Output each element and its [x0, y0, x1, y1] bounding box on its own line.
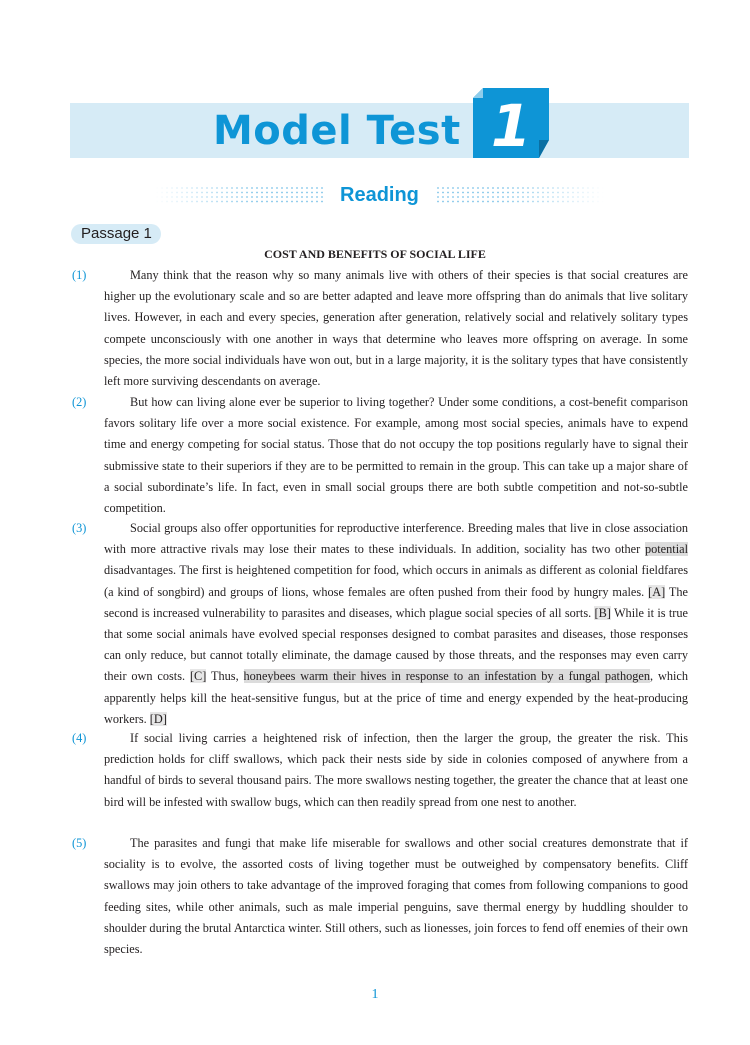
highlighted-word-potential[interactable]: potential [644, 542, 688, 557]
insertion-marker-c[interactable]: [C] [189, 669, 207, 684]
paragraph-3-text: , which apparently helps kill the heat-sensitive fungus, but at the price of time and energy expended by the heat-producing workers. [104, 669, 688, 726]
paragraph-3-text: Thus, [206, 669, 244, 684]
dotted-decoration-left [155, 186, 323, 204]
section-title: Reading [340, 184, 419, 206]
paragraph-3-text: Social groups also offer opportunities for reproductive interference. Breeding males that live in close association with more attractive rivals may lose their mates to these individuals. In addition, sociality has two other [104, 521, 688, 557]
page-title: Model Test [213, 108, 461, 154]
insertion-marker-a[interactable]: [A] [648, 584, 666, 599]
paragraph-4: If social living carries a heightened risk of infection, then the larger the group, the greater the risk. This prediction holds for cliff swallows, which pack their nests side by side in colonies composed of anywhere from a handful of birds to several thousand pairs. The more swallows nesting together, the greater the chance that at least one bird will be infested with swallow bugs, which can then readily spread from one nest to another. [104, 731, 688, 809]
highlighted-sentence[interactable]: honeybees warm their hives in response to an infestation by a fungal pathogen [243, 669, 651, 684]
dotted-decoration-right [436, 186, 604, 204]
paragraph-5: The parasites and fungi that make life miserable for swallows and other social creatures demonstrate that if sociality is to evolve, the assorted costs of living together must be outweighed by compensatory benefits. Cliff swallows may join others to take advantage of the improved foraging that comes from following companions to good feeding sites, while other animals, such as male imperial penguins, save thermal energy by huddling shoulder to shoulder during the brutal Antarctica winter. Still others, such as lionesses, join forces to fend off enemies of their own species. [104, 836, 688, 957]
paragraph-3-text: The second is increased vulnerability to parasites and diseases, which plague social species of all sorts. [104, 584, 688, 620]
page-number: 1 [371, 987, 379, 1002]
paragraph-number-2: (2) [72, 395, 87, 409]
section-heading [0, 180, 750, 210]
paragraph-1: Many think that the reason why so many animals live with others of their species is that social creatures are higher up the evolutionary scale and so are better adapted and leave more offspring than do animals that live solitary lives. However, in each and every species, generation after generation, relatively social and relatively solitary types compete unconsciously with one another in ways that determine who leaves more offspring on average. In some species, the more social individuals have won out, but in a large majority, it is the solitary types that have consistently left more surviving descendants on average. [104, 268, 688, 389]
test-number: 1 [490, 92, 532, 158]
passage-title: COST AND BENEFITS OF SOCIAL LIFE [264, 247, 486, 261]
paragraph-2: But how can living alone ever be superior to living together? Under some conditions, a cost-benefit comparison favors solitary life over a more social existence. For example, among most social species, animals have to expend time and energy competing for social status. Those that do not occupy the top positions regularly have to signal their submissive state to their superiors if they are to be permitted to remain in the group. This can take up a major share of a social subordinate’s life. In fact, even in small social groups there are both subtle competition and not-so-subtle competition. [104, 395, 688, 516]
insertion-marker-d[interactable]: [D] [149, 711, 167, 726]
paragraph-3 [104, 518, 688, 730]
paragraph-3-text: disadvantages. The first is heightened competition for food, which occurs in animals as different as colonial fieldfares (a kind of songbird) and groups of lions, whose females are often pushed from their food by hungry males. [104, 563, 688, 599]
insertion-marker-b[interactable]: [B] [594, 605, 611, 620]
paragraph-3-text: While it is true that some social animals have evolved special responses designed to combat parasites and diseases, those responses can only reduce, but cannot totally eliminate, the damage caused by those threats, and the responses may even carry their own costs. [104, 605, 688, 684]
paragraph-number-3: (3) [72, 521, 87, 535]
paragraph-number-1: (1) [72, 268, 87, 282]
passage-label: Passage 1 [71, 224, 161, 244]
paragraph-number-5: (5) [72, 836, 87, 850]
paragraph-number-4: (4) [72, 731, 87, 745]
test-number-badge [473, 88, 549, 158]
